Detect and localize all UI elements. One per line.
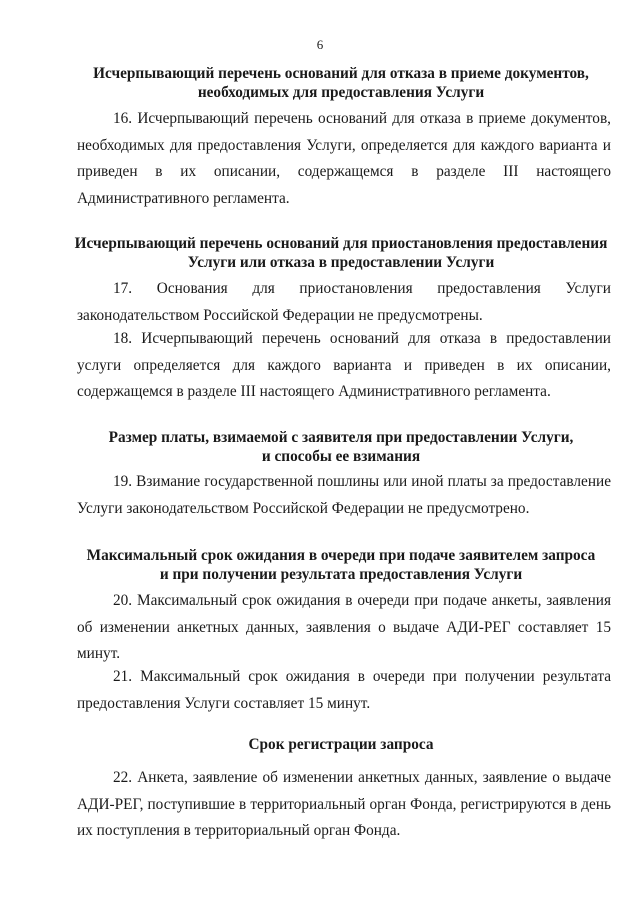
heading-line: Услуги или отказа в предоставлении Услуги — [187, 254, 495, 271]
section-heading — [70, 64, 612, 102]
heading-line: и способы ее взимания — [261, 448, 421, 465]
section-heading — [70, 546, 612, 584]
paragraph-22: 22. Анкета, заявление об изменении анкетных данных, заявление о выдаче АДИ-РЕГ, поступившие в территориальный орган Фонда, регистрируются в день их поступления в территориальный орган Фонда. — [77, 769, 611, 839]
paragraph-17: 17. Основания для приостановления предоставления Услуги законодательством Российской Федерации не предусмотрены. — [77, 280, 611, 324]
heading-line: и при получении результата предоставления Услуги — [159, 566, 523, 583]
paragraph-20: 20. Максимальный срок ожидания в очереди при подаче анкеты, заявления об изменении анкетных данных, заявления о выдаче АДИ-РЕГ составляет 15 минут. — [77, 592, 611, 662]
paragraph-21: 21. Максимальный срок ожидания в очереди при получении результата предоставления Услуги составляет 15 минут. — [77, 668, 611, 712]
heading-line: необходимых для предоставления Услуги — [197, 84, 485, 101]
page-number: 6 — [316, 37, 324, 52]
section-heading — [70, 735, 612, 754]
paragraph-19: 19. Взимание государственной пошлины или иной платы за предоставление Услуги законодательством Российской Федерации не предусмотрено. — [77, 473, 611, 517]
heading-line: Исчерпывающий перечень оснований для приостановления предоставления — [74, 235, 608, 252]
paragraph-18: 18. Исчерпывающий перечень оснований для отказа в предоставлении услуги определяется для каждого варианта и приведен в их описании, содержащемся в разделе III настоящего Административного регламента. — [77, 330, 611, 400]
paragraph-16: 16. Исчерпывающий перечень оснований для отказа в приеме документов, необходимых для предоставления Услуги, определяется для каждого варианта и приведен в их описании, содержащемся в разделе III настоящего Административного регламента. — [77, 110, 611, 207]
heading-line: Исчерпывающий перечень оснований для отказа в приеме документов, — [93, 65, 589, 82]
heading-line: Размер платы, взимаемой с заявителя при предоставлении Услуги, — [108, 429, 574, 446]
section-heading — [70, 428, 612, 466]
heading-line: Срок регистрации запроса — [248, 736, 434, 753]
heading-line: Максимальный срок ожидания в очереди при подаче заявителем запроса — [86, 547, 596, 564]
section-heading — [70, 234, 612, 272]
